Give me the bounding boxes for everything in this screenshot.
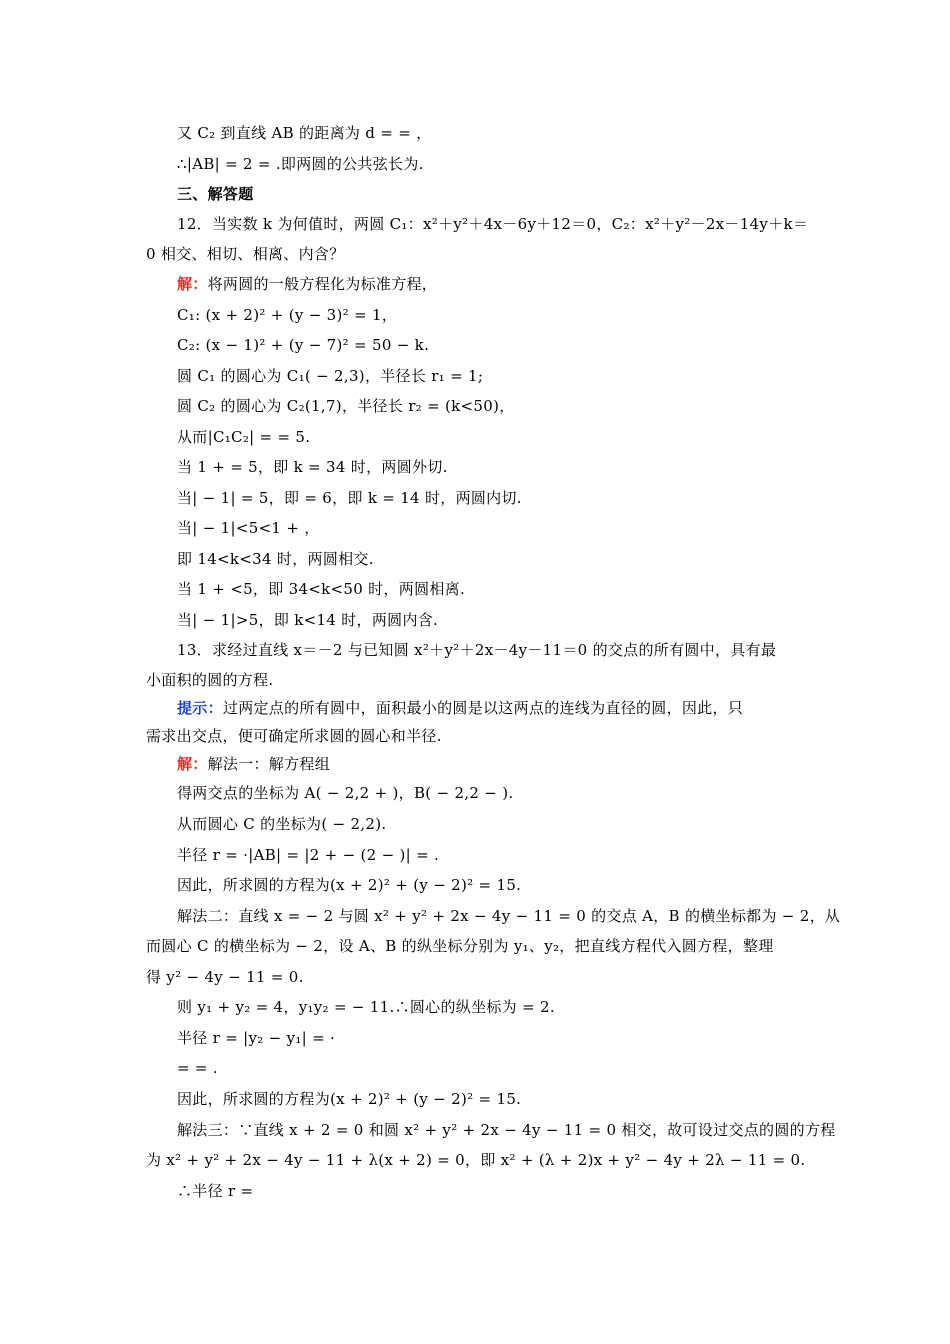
- equation-line: C₂: (x − 1)² + (y − 7)² = 50 − k.: [177, 336, 430, 354]
- text-line: 解法三：∵直线 x + 2 = 0 和圆 x² + y² + 2x − 4y − 11 = 0 相交，故可设过交点的圆的方程: [177, 1121, 836, 1139]
- text-line: 而圆心 C 的横坐标为 − 2，设 A、B 的纵坐标分别为 y₁、y₂，把直线方程代入圆方程，整理: [146, 937, 774, 955]
- text-line: 半径 r = |y₂ − y₁| = ·: [177, 1029, 336, 1047]
- text-line: 当| − 1|>5，即 k<14 时，两圆内含.: [177, 611, 439, 629]
- hint-line: 提示：过两定点的所有圆中，面积最小的圆是以这两点的连线为直径的圆，因此，只: [177, 699, 744, 717]
- problem-13-statement: 13．求经过直线 x＝－2 与已知圆 x²＋y²＋2x－4y－11＝0 的交点的所有圆中，具有最: [177, 641, 777, 659]
- text-line: 当 1 + = 5，即 k = 34 时，两圆外切.: [177, 458, 448, 476]
- text-line: 因此，所求圆的方程为(x + 2)² + (y − 2)² = 15.: [177, 876, 522, 894]
- text-line: ∴|AB| = 2 = .即两圆的公共弦长为.: [177, 155, 424, 173]
- text-line: 0 相交、相切、相离、内含？: [146, 245, 345, 263]
- text-line: 小面积的圆的方程.: [146, 671, 274, 689]
- text-line: 得两交点的坐标为 A( − 2,2 + )，B( − 2,2 − ).: [177, 784, 514, 802]
- text-line: 从而圆心 C 的坐标为( − 2,2).: [177, 815, 387, 833]
- text-line: ∴半径 r =: [177, 1182, 254, 1200]
- text-line: 则 y₁ + y₂ = 4，y₁y₂ = − 11.∴圆心的纵坐标为 = 2.: [177, 998, 555, 1016]
- text-line: 即 14<k<34 时，两圆相交.: [177, 550, 374, 568]
- text-line: 得 y² − 4y − 11 = 0.: [146, 968, 304, 986]
- solution-line: 解：解法一：解方程组: [177, 755, 331, 773]
- text-line: 圆 C₂ 的圆心为 C₂(1,7)，半径长 r₂ = (k<50)，: [177, 397, 515, 415]
- text-line: 为 x² + y² + 2x − 4y − 11 + λ(x + 2) = 0，即 x² + (λ + 2)x + y² − 4y + 2λ − 11 = 0.: [146, 1151, 806, 1169]
- text-line: 当| − 1|<5<1 + ，: [177, 519, 320, 537]
- text-line: 解法二：直线 x = − 2 与圆 x² + y² + 2x − 4y − 11 = 0 的交点 A，B 的横坐标都为 − 2，从: [177, 907, 841, 925]
- text-line: 因此，所求圆的方程为(x + 2)² + (y − 2)² = 15.: [177, 1090, 522, 1108]
- text-line: 圆 C₁ 的圆心为 C₁( − 2,3)，半径长 r₁ = 1;: [177, 367, 484, 385]
- text-line: 当| − 1| = 5，即 = 6，即 k = 14 时，两圆内切.: [177, 489, 522, 507]
- problem-12-statement: 12．当实数 k 为何值时，两圆 C₁：x²＋y²＋4x－6y＋12＝0，C₂：x²＋y²－2x－14y＋k＝: [177, 215, 809, 233]
- equation-line: C₁: (x + 2)² + (y − 3)² = 1，: [177, 306, 398, 324]
- text-line: = = .: [177, 1059, 218, 1077]
- text-line: 从而|C₁C₂| = = 5.: [177, 428, 311, 446]
- text-line: 半径 r = ·|AB| = |2 + − (2 − )| = .: [177, 846, 440, 864]
- text-line: 需求出交点，便可确定所求圆的圆心和半径.: [146, 727, 442, 745]
- solution-label: 解：: [177, 275, 208, 293]
- solution-label: 解：: [177, 755, 208, 773]
- text-line: 又 C₂ 到直线 AB 的距离为 d = = ，: [177, 124, 432, 142]
- solution-line: 解：将两圆的一般方程化为标准方程，: [177, 275, 438, 293]
- text-line: 当 1 + <5，即 34<k<50 时，两圆相离.: [177, 580, 466, 598]
- section-heading: 三、解答题: [177, 185, 254, 203]
- hint-label: 提示：: [177, 699, 223, 717]
